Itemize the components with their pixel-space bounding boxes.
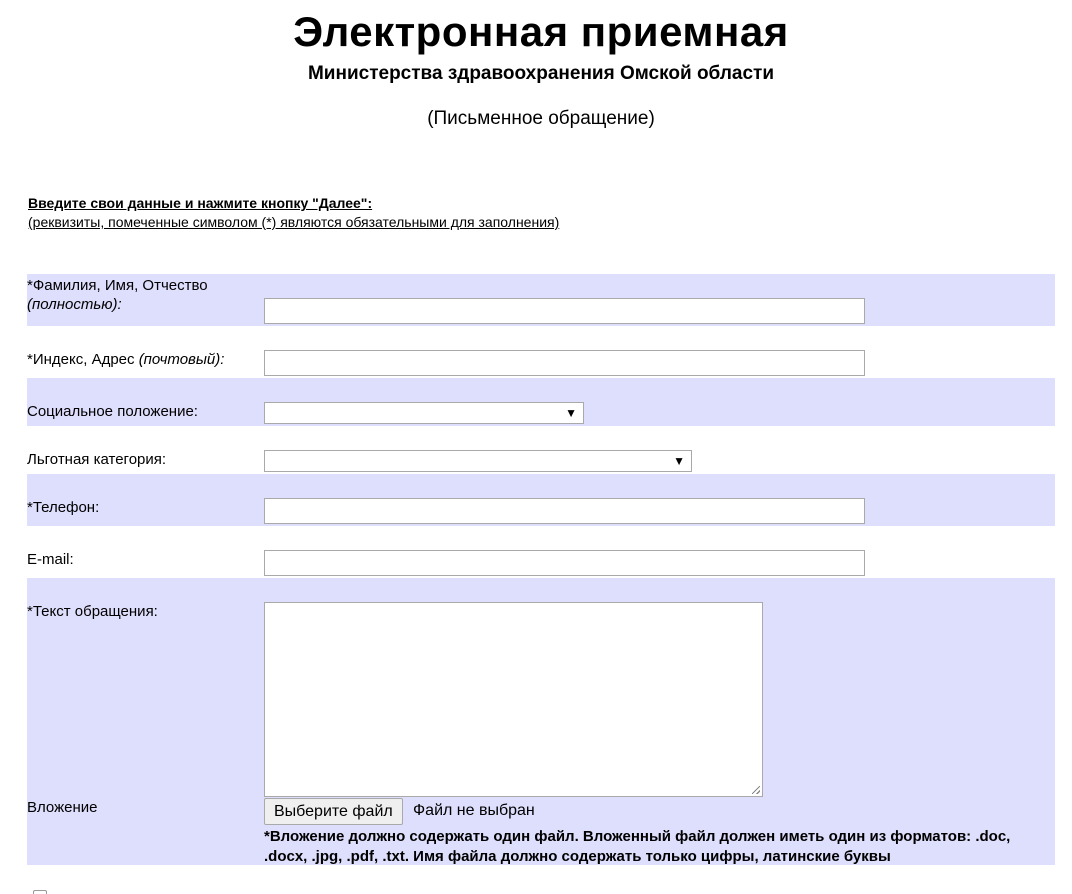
row-social	[27, 378, 1055, 426]
chevron-down-icon: ▼	[673, 454, 685, 468]
phone-label: *Телефон:	[27, 499, 100, 516]
instructions-note: (реквизиты, помеченные символом (*) являются обязательными для заполнения)	[28, 214, 560, 230]
address-label	[27, 350, 224, 369]
instructions	[28, 194, 559, 232]
page-title: Электронная приемная	[293, 8, 789, 55]
file-status: Файл не выбран	[413, 802, 535, 819]
page-subtitle: Министерства здравоохранения Омской области	[307, 63, 775, 84]
fio-label-hint: (полностью):	[27, 296, 122, 313]
address-input[interactable]	[264, 350, 865, 376]
message-textarea[interactable]	[264, 602, 763, 797]
message-label: *Текст обращения:	[27, 603, 158, 620]
social-label: Социальное положение:	[27, 403, 198, 420]
attachment-note: *Вложение должно содержать один файл. Вложенный файл должен иметь один из форматов: .doc, .docx, .jpg, .pdf, .txt. Имя файла должно содержать только цифры, латинские буквы	[264, 828, 1011, 865]
row-address	[27, 326, 1055, 378]
row-message	[27, 578, 1055, 865]
appeal-mode: (Письменное обращение)	[427, 108, 655, 129]
fio-label	[27, 276, 208, 314]
benefit-label: Льготная категория:	[27, 451, 167, 468]
email-input[interactable]	[264, 550, 865, 576]
fio-input[interactable]	[264, 298, 865, 324]
row-email	[27, 526, 1055, 578]
address-label-hint: (почтовый):	[138, 351, 225, 368]
agreement-checkbox[interactable]	[33, 890, 47, 894]
attachment-label: Вложение	[27, 799, 98, 816]
row-phone	[27, 474, 1055, 526]
social-select[interactable]	[264, 402, 584, 424]
phone-input[interactable]	[264, 498, 865, 524]
fio-label-text: *Фамилия, Имя, Отчество	[27, 277, 208, 294]
row-fio	[27, 274, 1055, 326]
address-label-text: *Индекс, Адрес	[27, 351, 135, 368]
choose-file-button[interactable]: Выберите файл	[264, 798, 403, 825]
benefit-select[interactable]	[264, 450, 692, 472]
resize-grip-icon[interactable]	[752, 786, 760, 794]
row-benefit	[27, 426, 1055, 474]
email-label: E-mail:	[27, 551, 74, 568]
chevron-down-icon: ▼	[565, 406, 577, 420]
instructions-main: Введите свои данные и нажмите кнопку "Далее":	[28, 195, 373, 211]
